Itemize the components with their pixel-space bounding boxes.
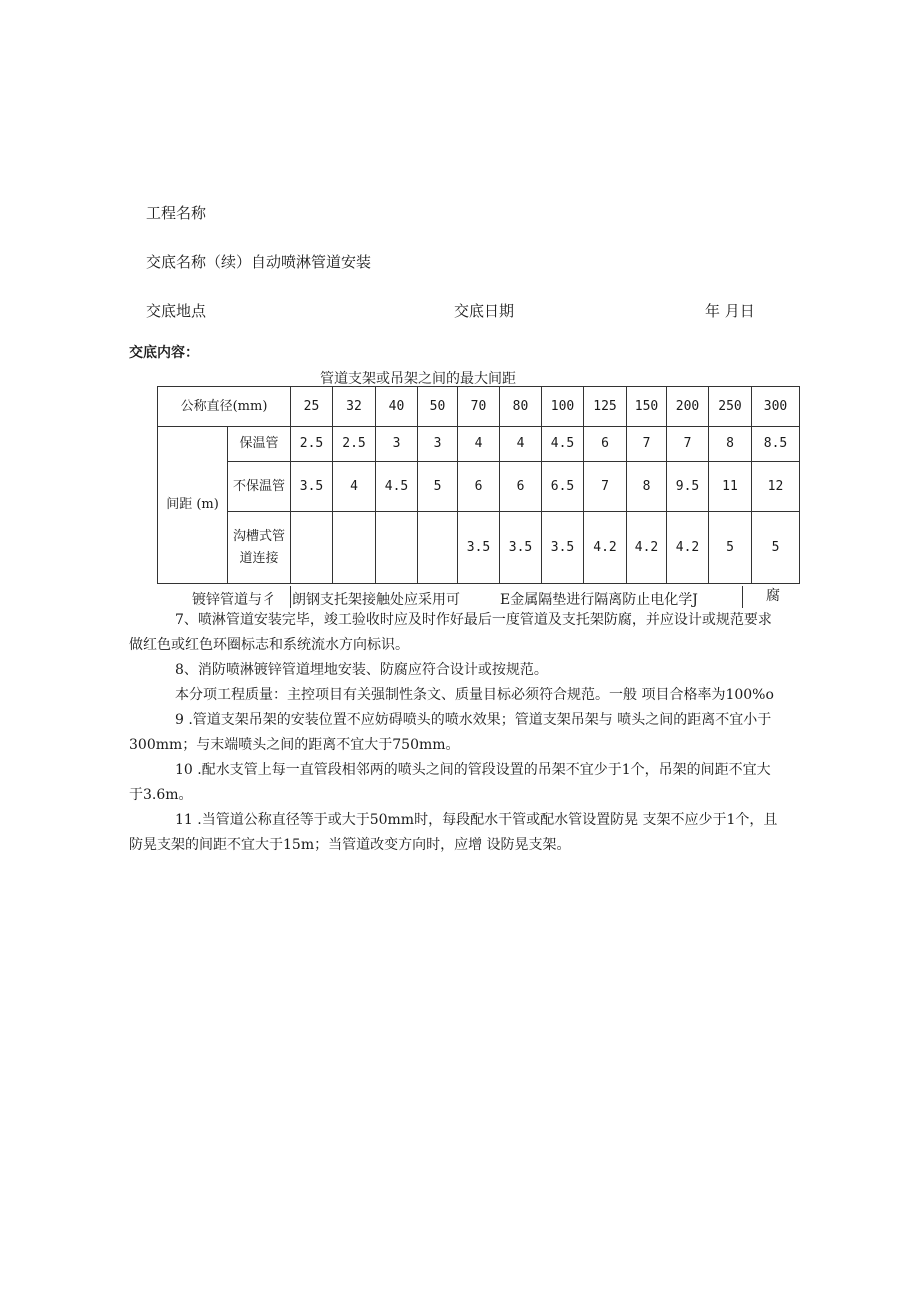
spacing-cell: 5: [752, 512, 800, 584]
spacing-cell: 6: [500, 462, 542, 512]
spacing-header: 间距 (m): [158, 427, 228, 584]
diameter-cell: 32: [333, 387, 376, 427]
row-label: 沟槽式管道连接: [228, 512, 291, 584]
paragraph-7-line-1: 7、喷淋管道安装完毕，竣工验收时应及时作好最后一度管道及支托架防腐，并应设计或规范要求: [175, 612, 772, 628]
location-label: 交底地点: [146, 302, 207, 320]
table-row: [158, 387, 800, 427]
spacing-cell: 5: [418, 462, 458, 512]
spacing-cell: 3: [376, 427, 418, 462]
spacing-cell: 6: [584, 427, 627, 462]
note-divider: [742, 586, 743, 608]
content-label: 交底内容：: [129, 345, 199, 361]
spacing-cell: 4.2: [627, 512, 667, 584]
spacing-cell: 7: [667, 427, 709, 462]
note-divider: [290, 586, 291, 608]
note-part-3: E金属隔垫进行隔离防止电化学J: [500, 592, 698, 608]
spacing-cell: [418, 512, 458, 584]
spacing-cell: 4.5: [542, 427, 584, 462]
spacing-cell: 11: [709, 462, 752, 512]
spacing-cell: 4.2: [667, 512, 709, 584]
spacing-cell: 3: [418, 427, 458, 462]
table-row: [158, 462, 800, 512]
row-label: 不保温管: [228, 462, 291, 512]
paragraph-9-line-2: 300mm；与末端喷头之间的距离不宜大于750mm。: [129, 737, 460, 753]
spacing-cell: 8.5: [752, 427, 800, 462]
diameter-cell: 80: [500, 387, 542, 427]
paragraph-9-line-1: 9 .管道支架吊架的安装位置不应妨碍喷头的喷水效果；管道支架吊架与 喷头之间的距离不宜小于: [175, 712, 772, 728]
nominal-diameter-header: 公称直径(mm): [158, 387, 291, 427]
spacing-cell: 4: [500, 427, 542, 462]
project-name-label: 工程名称: [146, 204, 207, 222]
spacing-cell: 4: [458, 427, 500, 462]
spacing-cell: 6: [458, 462, 500, 512]
spacing-cell: 8: [627, 462, 667, 512]
diameter-cell: 150: [627, 387, 667, 427]
note-part-1: 镀锌管道与彳: [192, 592, 276, 608]
diameter-cell: 70: [458, 387, 500, 427]
paragraph-8: 8、消防喷淋镀锌管道埋地安装、防腐应符合设计或按规范。: [175, 662, 548, 678]
diameter-cell: 50: [418, 387, 458, 427]
spacing-cell: 3.5: [458, 512, 500, 584]
paragraph-10-line-2: 于3.6m。: [129, 787, 193, 803]
diameter-cell: 250: [709, 387, 752, 427]
spacing-cell: 3.5: [291, 462, 333, 512]
diameter-cell: 100: [542, 387, 584, 427]
note-part-4: 腐: [766, 588, 780, 604]
spacing-cell: 3.5: [542, 512, 584, 584]
diameter-cell: 300: [752, 387, 800, 427]
spacing-cell: 3.5: [500, 512, 542, 584]
note-part-2: 朗钢支托架接触处应采用可: [292, 592, 460, 608]
paragraph-7-line-2: 做红色或红色环圈标志和系统流水方向标识。: [129, 637, 409, 653]
paragraph-11-line-1: 11 .当管道公称直径等于或大于50mm时，每段配水干管或配水管设置防晃 支架不应少于1个，且: [175, 812, 778, 828]
paragraph-10-line-1: 10 .配水支管上每一直管段相邻两的喷头之间的管段设置的吊架不宜少于1个，吊架的间距不宜大: [175, 762, 771, 778]
spacing-cell: 7: [584, 462, 627, 512]
spacing-cell: 9.5: [667, 462, 709, 512]
diameter-cell: 125: [584, 387, 627, 427]
spacing-cell: 6.5: [542, 462, 584, 512]
table-row: [158, 512, 800, 584]
diameter-cell: 200: [667, 387, 709, 427]
spacing-cell: 4.2: [584, 512, 627, 584]
spacing-cell: 7: [627, 427, 667, 462]
spacing-cell: 8: [709, 427, 752, 462]
spacing-cell: [291, 512, 333, 584]
diameter-cell: 40: [376, 387, 418, 427]
diameter-cell: 25: [291, 387, 333, 427]
date-label: 交底日期: [454, 302, 515, 320]
table-caption: 管道支架或吊架之间的最大间距: [320, 371, 516, 387]
paragraph-quality: 本分项工程质量：主控项目有关强制性条文、质量目标必须符合规范。一般 项目合格率为100%o: [175, 687, 774, 703]
support-spacing-table: [157, 386, 800, 584]
spacing-cell: 5: [709, 512, 752, 584]
spacing-cell: [333, 512, 376, 584]
spacing-cell: 12: [752, 462, 800, 512]
spacing-cell: [376, 512, 418, 584]
date-suffix: 年 月日: [705, 302, 755, 320]
row-label: 保温管: [228, 427, 291, 462]
paragraph-11-line-2: 防晃支架的间距不宜大于15m；当管道改变方向时，应增 设防晃支架。: [129, 837, 571, 853]
spacing-cell: 4: [333, 462, 376, 512]
table-row: [158, 427, 800, 462]
handover-name-label: 交底名称（续）自动喷淋管道安装: [146, 253, 372, 271]
spacing-cell: 2.5: [333, 427, 376, 462]
spacing-cell: 2.5: [291, 427, 333, 462]
spacing-cell: 4.5: [376, 462, 418, 512]
